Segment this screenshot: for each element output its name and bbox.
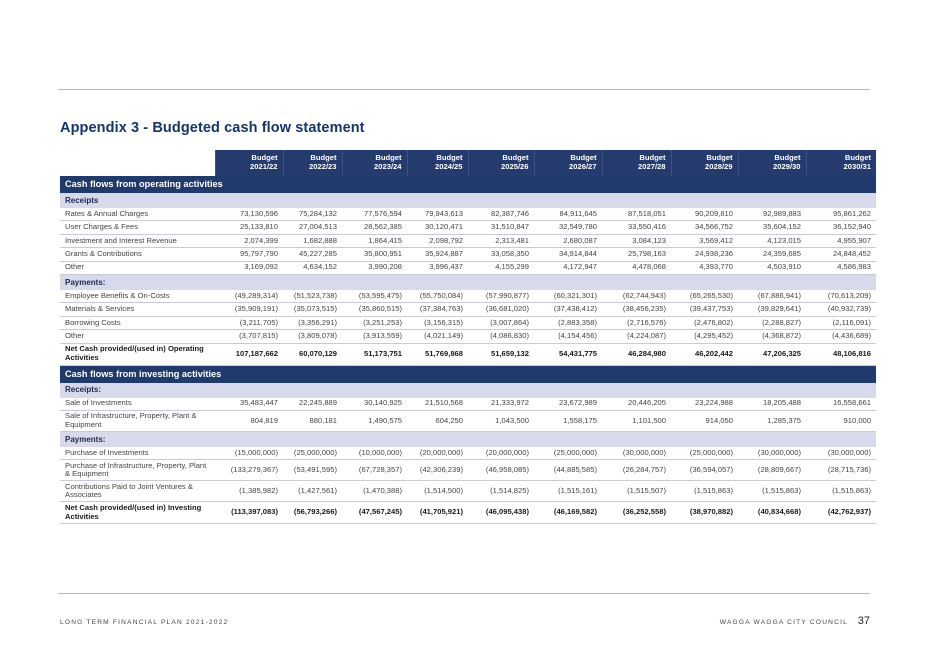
total-value: (46,169,582) <box>534 502 602 524</box>
row-value: (44,885,585) <box>534 460 602 481</box>
row-value: 23,224,988 <box>671 398 738 411</box>
row-value: 4,172,947 <box>534 261 602 274</box>
table-row <box>60 248 876 261</box>
total-value: 51,769,868 <box>407 343 468 365</box>
table-row <box>60 398 876 411</box>
row-value: (4,086,830) <box>468 330 534 343</box>
row-value: (25,000,000) <box>283 447 342 460</box>
row-value: (67,728,357) <box>342 460 407 481</box>
total-value: (42,762,937) <box>806 502 876 524</box>
column-header: Budget 2030/31 <box>806 150 876 176</box>
table-row <box>60 221 876 234</box>
table-row <box>60 410 876 431</box>
row-value: 45,227,285 <box>283 248 342 261</box>
column-header: Budget 2028/29 <box>671 150 738 176</box>
row-label: Purchase of Investments <box>60 447 215 460</box>
page-title: Appendix 3 - Budgeted cash flow statement <box>60 120 365 136</box>
row-value: (70,613,209) <box>806 290 876 303</box>
row-value: 30,140,925 <box>342 398 407 411</box>
row-value: (35,909,191) <box>215 303 283 316</box>
row-value: 24,938,236 <box>671 248 738 261</box>
row-value: 914,050 <box>671 410 738 431</box>
row-value: (1,470,388) <box>342 481 407 502</box>
row-value: 1,558,175 <box>534 410 602 431</box>
row-value: 35,483,447 <box>215 398 283 411</box>
row-label: Borrowing Costs <box>60 316 215 329</box>
group-title: Receipts <box>60 193 876 208</box>
total-value: 107,187,662 <box>215 343 283 365</box>
row-value: 75,284,132 <box>283 208 342 221</box>
row-value: (37,438,412) <box>534 303 602 316</box>
row-value: 2,098,792 <box>407 234 468 247</box>
row-value: (25,000,000) <box>671 447 738 460</box>
row-value: (35,073,515) <box>283 303 342 316</box>
row-value: (65,265,530) <box>671 290 738 303</box>
row-value: 24,848,452 <box>806 248 876 261</box>
row-value: 35,604,152 <box>738 221 806 234</box>
total-value: 51,659,132 <box>468 343 534 365</box>
row-value: 2,074,399 <box>215 234 283 247</box>
row-value: (51,523,738) <box>283 290 342 303</box>
row-value: 4,586,983 <box>806 261 876 274</box>
row-value: (62,744,943) <box>602 290 671 303</box>
row-value: (28,809,667) <box>738 460 806 481</box>
row-value: (20,000,000) <box>468 447 534 460</box>
cash-flow-body <box>60 176 876 524</box>
table-row <box>60 290 876 303</box>
row-value: 77,576,594 <box>342 208 407 221</box>
row-value: (30,000,000) <box>738 447 806 460</box>
row-value: 30,120,471 <box>407 221 468 234</box>
section-header-row <box>60 365 876 383</box>
table-row <box>60 481 876 502</box>
column-header: Budget 2021/22 <box>215 150 283 176</box>
group-header-row <box>60 193 876 208</box>
row-value: 1,285,375 <box>738 410 806 431</box>
total-value: (46,095,438) <box>468 502 534 524</box>
row-value: (4,436,689) <box>806 330 876 343</box>
row-label: Contributions Paid to Joint Ventures & Associates <box>60 481 215 502</box>
row-label: Purchase of Infrastructure, Property, Plant & Equipment <box>60 460 215 481</box>
row-value: 90,209,810 <box>671 208 738 221</box>
row-label: Other <box>60 330 215 343</box>
row-value: 1,682,888 <box>283 234 342 247</box>
total-row <box>60 502 876 524</box>
bottom-divider <box>58 593 870 594</box>
row-value: (38,456,235) <box>602 303 671 316</box>
total-value: (113,397,083) <box>215 502 283 524</box>
row-value: 910,000 <box>806 410 876 431</box>
group-header-row <box>60 431 876 447</box>
row-value: 25,798,163 <box>602 248 671 261</box>
row-value: (1,514,500) <box>407 481 468 502</box>
row-value: (37,384,763) <box>407 303 468 316</box>
row-value: (1,515,863) <box>738 481 806 502</box>
row-label: Materials & Services <box>60 303 215 316</box>
table-row <box>60 316 876 329</box>
table-header-row <box>60 150 876 176</box>
row-value: 16,558,661 <box>806 398 876 411</box>
row-value: 33,550,416 <box>602 221 671 234</box>
table-row <box>60 447 876 460</box>
column-header: Budget 2027/28 <box>602 150 671 176</box>
row-value: (2,476,802) <box>671 316 738 329</box>
total-label: Net Cash provided/(used in) Operating Activities <box>60 343 215 365</box>
column-header: Budget 2025/26 <box>468 150 534 176</box>
section-title: Cash flows from investing activities <box>60 365 876 383</box>
row-value: (1,515,507) <box>602 481 671 502</box>
row-value: (3,356,291) <box>283 316 342 329</box>
row-label: User Charges & Fees <box>60 221 215 234</box>
row-value: 28,562,385 <box>342 221 407 234</box>
row-value: 4,955,907 <box>806 234 876 247</box>
total-label: Net Cash provided/(used in) Investing Activities <box>60 502 215 524</box>
row-value: (2,883,358) <box>534 316 602 329</box>
row-value: 18,205,488 <box>738 398 806 411</box>
row-value: 1,490,575 <box>342 410 407 431</box>
row-value: 23,672,989 <box>534 398 602 411</box>
total-value: 54,431,775 <box>534 343 602 365</box>
row-value: 3,990,208 <box>342 261 407 274</box>
column-header: Budget 2026/27 <box>534 150 602 176</box>
row-value: (49,289,314) <box>215 290 283 303</box>
total-value: (47,567,245) <box>342 502 407 524</box>
row-value: (35,860,515) <box>342 303 407 316</box>
row-value: 3,569,412 <box>671 234 738 247</box>
row-value: (15,000,000) <box>215 447 283 460</box>
row-value: (3,211,705) <box>215 316 283 329</box>
column-header: Budget 2029/30 <box>738 150 806 176</box>
footer-document-title: LONG TERM FINANCIAL PLAN 2021-2022 <box>60 619 229 626</box>
row-value: (3,809,078) <box>283 330 342 343</box>
row-value: (1,427,561) <box>283 481 342 502</box>
row-value: (1,514,825) <box>468 481 534 502</box>
row-value: (53,595,475) <box>342 290 407 303</box>
row-value: 3,996,437 <box>407 261 468 274</box>
row-value: (1,515,863) <box>806 481 876 502</box>
table-row <box>60 234 876 247</box>
row-label: Rates & Annual Charges <box>60 208 215 221</box>
row-value: (3,707,815) <box>215 330 283 343</box>
row-label: Sale of Investments <box>60 398 215 411</box>
total-value: 46,202,442 <box>671 343 738 365</box>
row-value: (133,279,367) <box>215 460 283 481</box>
row-value: 4,478,068 <box>602 261 671 274</box>
total-value: (41,705,921) <box>407 502 468 524</box>
total-value: (38,970,882) <box>671 502 738 524</box>
row-value: (42,306,239) <box>407 460 468 481</box>
row-value: (1,385,982) <box>215 481 283 502</box>
row-value: 35,924,887 <box>407 248 468 261</box>
row-value: 1,864,415 <box>342 234 407 247</box>
row-value: (4,021,149) <box>407 330 468 343</box>
row-value: 2,680,087 <box>534 234 602 247</box>
row-value: (4,368,872) <box>738 330 806 343</box>
row-value: 604,250 <box>407 410 468 431</box>
row-label: Investment and Interest Revenue <box>60 234 215 247</box>
row-value: 4,634,152 <box>283 261 342 274</box>
row-value: 3,084,123 <box>602 234 671 247</box>
row-value: 34,566,752 <box>671 221 738 234</box>
row-value: (20,000,000) <box>407 447 468 460</box>
row-value: (3,251,253) <box>342 316 407 329</box>
column-header: Budget 2024/25 <box>407 150 468 176</box>
column-header: Budget 2022/23 <box>283 150 342 176</box>
row-value: 33,058,350 <box>468 248 534 261</box>
row-value: 20,446,205 <box>602 398 671 411</box>
row-value: (4,224,087) <box>602 330 671 343</box>
row-value: 804,819 <box>215 410 283 431</box>
row-value: (36,681,020) <box>468 303 534 316</box>
row-value: (1,515,863) <box>671 481 738 502</box>
table-row <box>60 208 876 221</box>
row-value: (39,437,753) <box>671 303 738 316</box>
row-value: (67,886,941) <box>738 290 806 303</box>
total-value: (56,793,266) <box>283 502 342 524</box>
row-value: (46,958,085) <box>468 460 534 481</box>
column-header: Budget 2023/24 <box>342 150 407 176</box>
row-value: (3,913,559) <box>342 330 407 343</box>
row-value: 79,943,613 <box>407 208 468 221</box>
row-value: (4,295,452) <box>671 330 738 343</box>
row-value: 4,503,910 <box>738 261 806 274</box>
row-value: 21,333,972 <box>468 398 534 411</box>
row-value: (30,000,000) <box>806 447 876 460</box>
row-value: (2,288,827) <box>738 316 806 329</box>
total-row <box>60 343 876 365</box>
row-value: (3,007,864) <box>468 316 534 329</box>
row-value: 84,911,645 <box>534 208 602 221</box>
row-value: (57,990,877) <box>468 290 534 303</box>
row-label: Grants & Contributions <box>60 248 215 261</box>
row-value: (2,716,576) <box>602 316 671 329</box>
group-header-row <box>60 383 876 398</box>
row-value: (40,932,739) <box>806 303 876 316</box>
row-value: (1,515,161) <box>534 481 602 502</box>
row-value: (28,715,736) <box>806 460 876 481</box>
row-value: 4,123,015 <box>738 234 806 247</box>
row-value: 34,914,844 <box>534 248 602 261</box>
header-blank-cell <box>60 150 215 176</box>
row-value: 3,169,092 <box>215 261 283 274</box>
row-value: (39,829,641) <box>738 303 806 316</box>
row-value: 31,510,847 <box>468 221 534 234</box>
total-value: (40,834,668) <box>738 502 806 524</box>
table-row <box>60 330 876 343</box>
total-value: 47,206,325 <box>738 343 806 365</box>
row-value: 2,313,481 <box>468 234 534 247</box>
row-label: Sale of Infrastructure, Property, Plant & Equipment <box>60 410 215 431</box>
row-value: 92,989,883 <box>738 208 806 221</box>
table-row <box>60 460 876 481</box>
row-value: 4,155,299 <box>468 261 534 274</box>
row-value: (60,321,301) <box>534 290 602 303</box>
page-number: 37 <box>857 615 870 627</box>
row-value: (53,491,595) <box>283 460 342 481</box>
row-value: (3,156,315) <box>407 316 468 329</box>
group-title: Payments: <box>60 431 876 447</box>
row-value: (36,594,057) <box>671 460 738 481</box>
top-divider <box>58 89 870 90</box>
section-title: Cash flows from operating activities <box>60 176 876 193</box>
group-title: Payments: <box>60 274 876 290</box>
row-value: 35,800,951 <box>342 248 407 261</box>
row-value: 21,510,568 <box>407 398 468 411</box>
total-value: 60,070,129 <box>283 343 342 365</box>
row-value: 95,861,262 <box>806 208 876 221</box>
row-value: 4,393,770 <box>671 261 738 274</box>
group-title: Receipts: <box>60 383 876 398</box>
row-value: 32,549,780 <box>534 221 602 234</box>
row-value: 95,797,790 <box>215 248 283 261</box>
row-value: 1,043,500 <box>468 410 534 431</box>
row-value: 27,004,513 <box>283 221 342 234</box>
row-value: 1,101,500 <box>602 410 671 431</box>
row-value: 82,387,746 <box>468 208 534 221</box>
total-value: (36,252,558) <box>602 502 671 524</box>
row-value: 36,152,940 <box>806 221 876 234</box>
row-value: 22,245,889 <box>283 398 342 411</box>
section-header-row <box>60 176 876 193</box>
row-value: 25,133,810 <box>215 221 283 234</box>
total-value: 46,284,980 <box>602 343 671 365</box>
row-value: 880,181 <box>283 410 342 431</box>
row-label: Employee Benefits & On-Costs <box>60 290 215 303</box>
table-row <box>60 303 876 316</box>
row-value: 24,359,685 <box>738 248 806 261</box>
row-value: (10,000,000) <box>342 447 407 460</box>
row-value: 87,518,051 <box>602 208 671 221</box>
row-value: (4,154,456) <box>534 330 602 343</box>
row-value: 73,130,596 <box>215 208 283 221</box>
total-value: 51,173,751 <box>342 343 407 365</box>
row-value: (30,000,000) <box>602 447 671 460</box>
row-value: (26,284,757) <box>602 460 671 481</box>
row-value: (55,750,084) <box>407 290 468 303</box>
group-header-row <box>60 274 876 290</box>
row-value: (25,000,000) <box>534 447 602 460</box>
row-label: Other <box>60 261 215 274</box>
cash-flow-table <box>60 150 876 524</box>
footer-organisation: WAGGA WAGGA CITY COUNCIL <box>719 619 848 626</box>
total-value: 48,106,816 <box>806 343 876 365</box>
row-value: (2,116,091) <box>806 316 876 329</box>
table-row <box>60 261 876 274</box>
